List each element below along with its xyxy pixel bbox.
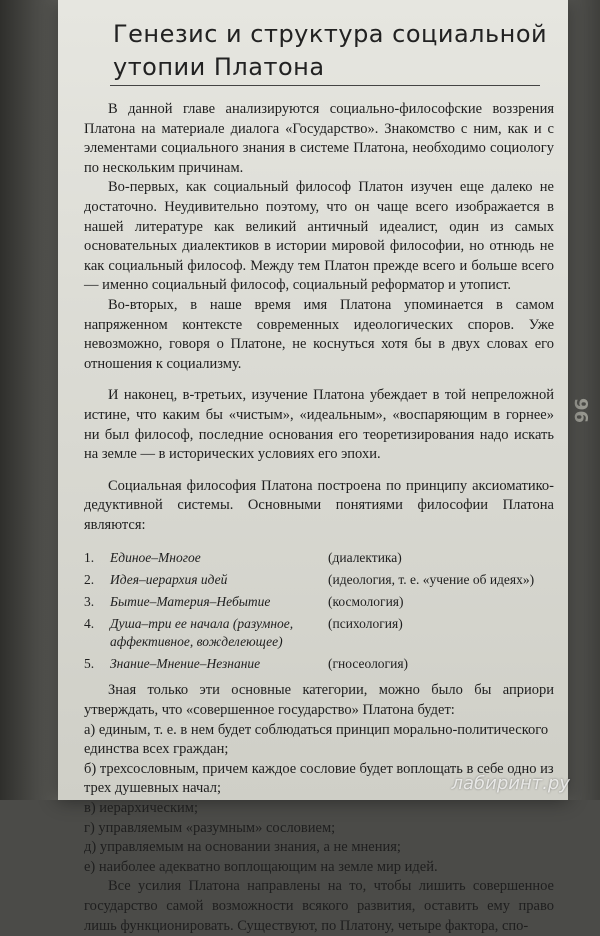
list-item: е) наиболее адекватно воплощающим на земле мир идей. (84, 858, 438, 875)
list-item: д) управляемым на основании знания, а не мнения; (84, 839, 401, 856)
list-item: б) трехсословным, причем каждое сословие будет воплощать в себе одно из трех душевных начал; (84, 760, 554, 797)
title-line-1: Генезис и структура социальной (113, 20, 548, 48)
title-underline (110, 85, 540, 86)
chapter-title (113, 18, 553, 84)
title-line-2: утопии Платона (113, 53, 325, 81)
concept-item: 5. Знание–Мнение–Незнание (гносеология) (84, 656, 409, 672)
concept-item: 3. Бытие–Материя–Небытие (космология) (84, 594, 404, 610)
page-body (84, 100, 554, 936)
paragraph-system: Социальная философия Платона построена по принципу аксиоматико-дедуктивной системы. Основными понятиями философии Платона являются: (84, 477, 554, 533)
concept-item: 4. Душа–три ее начала (разумное, аффективное, вожделеющее) (психология) (84, 616, 403, 650)
paragraph-closing: Все усилия Платона направлены на то, чтобы лишить совершенное государство самой возможности всякого развития, оставить ему право лишь функционировать. Существуют, по Платону, четыре фактора, спо- (84, 878, 554, 934)
paragraph-intro: В данной главе анализируются социально-философские воззрения Платона на материале диалога «Государство». Знакомство с ним, как и с элементами социального знания в системе Платона, необходимо социологу по нескольким причинам. (84, 101, 554, 176)
concepts-list (84, 549, 554, 673)
list-item: в) иерархическим; (84, 800, 198, 817)
concept-item: 1. Единое–Многое (диалектика) (84, 550, 402, 566)
edge-page-number: 96 (570, 397, 592, 424)
paragraph-third-reason: И наконец, в-третьих, изучение Платона убеждает в той непреложной истине, что каким бы «чистым», «идеальным», «воспаряющим в горнее» ни был философ, последние основания его теоретизирования надо искать на земле — в исторических условиях его эпохи. (84, 387, 554, 463)
watermark-logo: лабиринт.ру (451, 773, 570, 794)
list-item: а) единым, т. е. в нем будет соблюдаться принцип морально-политического единства всех граждан; (84, 721, 549, 758)
list-item: г) управляемым «разумным» сословием; (84, 819, 336, 836)
paragraph-second-reason: Во-вторых, в наше время имя Платона упоминается в самом напряженном контексте современных идеологических споров. Уже невозможно, говоря о Платоне, не коснуться хотя бы в двух словах его отношения к социализму. (84, 296, 554, 372)
concept-item: 2. Идея–иерархия идей (идеология, т. е. «учение об идеях») (84, 572, 535, 588)
book-page (58, 0, 568, 934)
paragraph-state-properties: Зная только эти основные категории, можно было бы априори утверждать, что «совершенное государство» Платона будет: (84, 682, 554, 719)
paragraph-first-reason: Во-первых, как социальный философ Платон изучен еще далеко не достаточно. Неудивительно поэтому, что он чаще всего изображается в нашей литературе как великий античный идеалист, один из самых основательных диалектиков в истории мировой философии, но отнюдь не как социальный философ. Между тем Платон прежде всего и больше всего — именно социальный философ, социальный реформатор и утопист. (84, 179, 554, 294)
state-properties-list (84, 721, 554, 878)
